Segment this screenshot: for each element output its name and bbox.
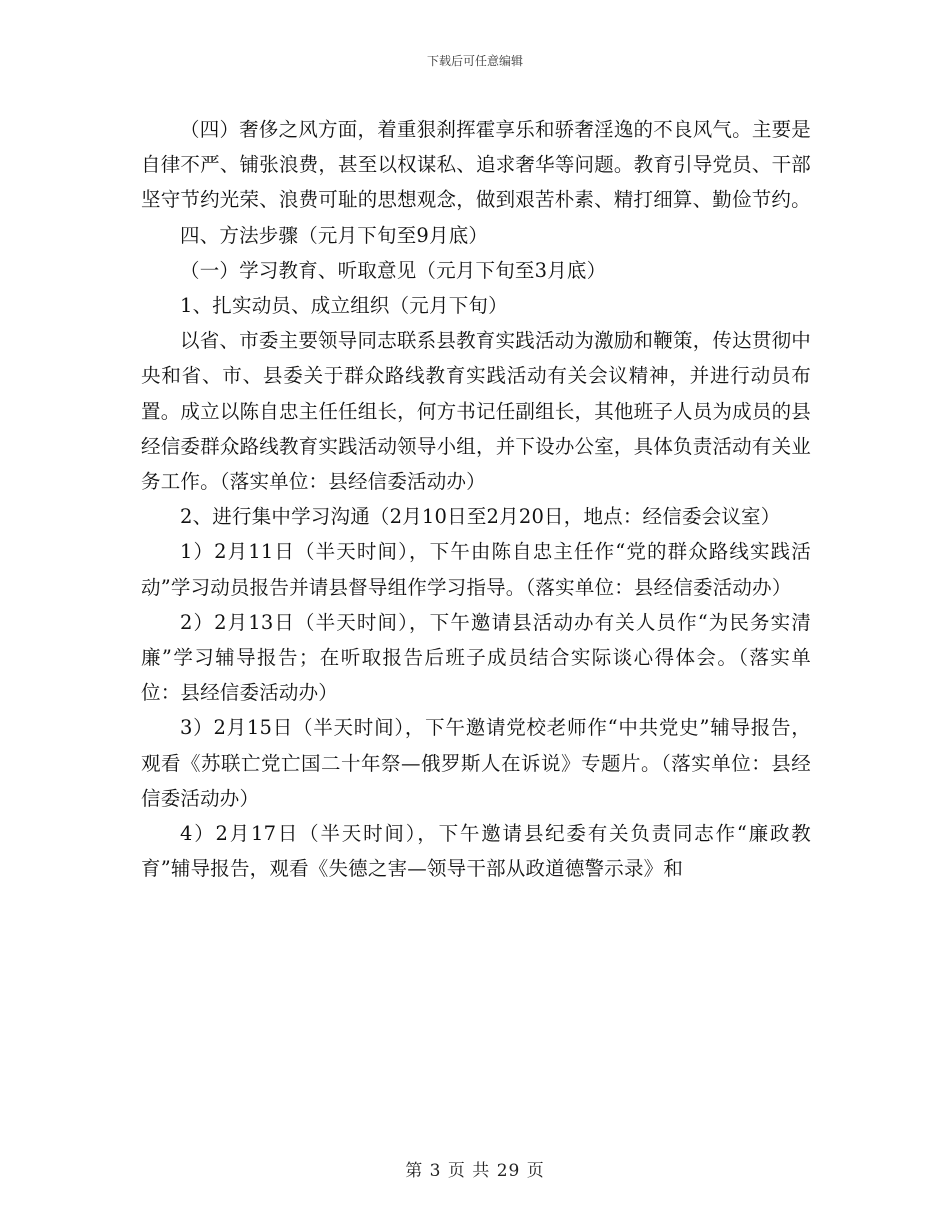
heading-method-steps: 四、方法步骤（元月下旬至9月底） [180,223,489,247]
document-body [141,112,811,886]
list-item-feb-15: 3）2月15日（半天时间），下午邀请党校老师作“中共党史”辅导报告，观看《苏联亡党亡国二十年祭—俄罗斯人在诉说》专题片。（落实单位：县经信委活动办） [141,716,811,810]
heading-group-study: 2、进行集中学习沟通（2月10日至2月20日，地点：经信委会议室） [180,505,781,529]
page-header: 下载后可任意编辑 [426,54,523,68]
paragraph-mobilization: 以省、市委主要领导同志联系县教育实践活动为激励和鞭策，传达贯彻中央和省、市、县委关于群众路线教育实践活动有关会议精神，并进行动员布置。成立以陈自忠主任任组长，何方书记任副组长，其他班子人员为成员的县经信委群众路线教育实践活动领导小组，并下设办公室，具体负责活动有关业务工作。（落实单位：县经信委活动办） [141,329,811,494]
heading-mobilization: 1、扎实动员、成立组织（元月下旬） [180,294,508,318]
heading-study-education: （一）学习教育、听取意见（元月下旬至3月底） [180,258,607,282]
list-item-feb-11: 1）2月11日（半天时间），下午由陈自忠主任作“党的群众路线实践活动”学习动员报告并请县督导组作学习指导。（落实单位：县经信委活动办） [141,540,811,599]
list-item-feb-17: 4）2月17日（半天时间），下午邀请县纪委有关负责同志作“廉政教育”辅导报告，观看《失德之害—领导干部从政道德警示录》和 [141,822,811,881]
paragraph-luxury-style: （四）奢侈之风方面，着重狠刹挥霍享乐和骄奢淫逸的不良风气。主要是自律不严、铺张浪费，甚至以权谋私、追求奢华等问题。教育引导党员、干部坚守节约光荣、浪费可耻的思想观念，做到艰苦朴素、精打细算、勤俭节约。 [141,118,811,212]
page-footer: 第 3 页 共 29 页 [405,1161,545,1181]
list-item-feb-13: 2）2月13日（半天时间），下午邀请县活动办有关人员作“为民务实清廉”学习辅导报告；在听取报告后班子成员结合实际谈心得体会。（落实单位：县经信委活动办） [141,610,811,705]
